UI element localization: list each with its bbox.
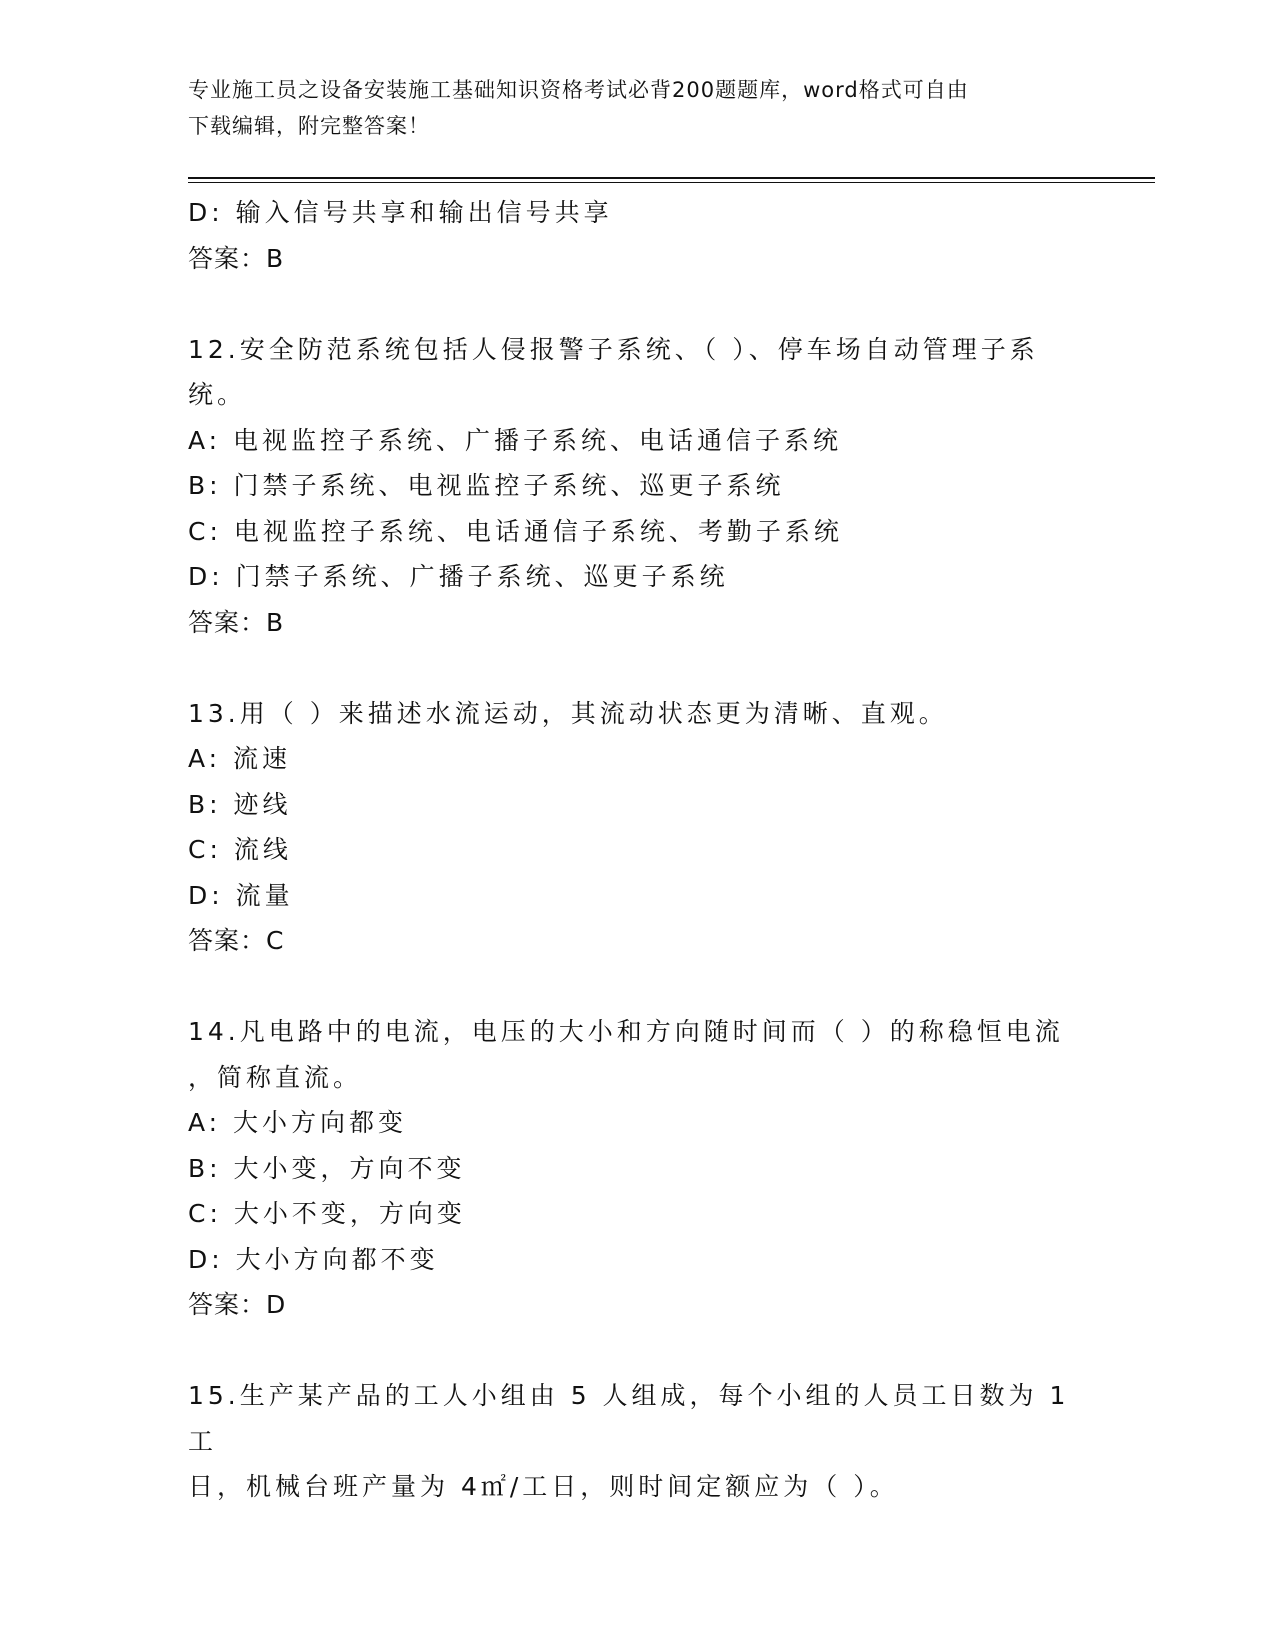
header-divider-thick	[188, 177, 1155, 179]
question-stem-continued: 统。	[188, 380, 247, 409]
option-a: A: 电视监控子系统、广播子系统、电话通信子系统	[188, 425, 843, 455]
option-a: A: 流速	[188, 744, 292, 773]
option-d: D: 流量	[188, 880, 294, 910]
question-list	[188, 190, 1082, 1510]
option-c: C: 电视监控子系统、电话通信子系统、考勤子系统	[188, 516, 843, 546]
option-b: B: 大小变，方向不变	[188, 1153, 466, 1183]
header-divider-thin	[188, 182, 1155, 183]
spacer	[188, 281, 1078, 327]
question-stem: 13.用（ ）来描述水流运动，其流动状态更为清晰、直观。	[188, 698, 948, 728]
answer: 答案：B	[188, 607, 285, 637]
option-b: B: 迹线	[188, 789, 292, 819]
spacer	[188, 964, 1078, 1010]
question-11	[188, 190, 1078, 281]
option-a: A: 大小方向都变	[188, 1108, 408, 1137]
header-line-2: 下载编辑，附完整答案！	[188, 114, 430, 138]
question-stem-continued: 日，机械台班产量为 4㎡/工日，则时间定额应为（ ）。	[188, 1472, 899, 1501]
question-15	[188, 1373, 1082, 1510]
question-14	[188, 1009, 1078, 1328]
option-d: D: 输入信号共享和输出信号共享	[188, 198, 613, 227]
option-c: C: 流线	[188, 835, 292, 864]
question-12	[188, 327, 1078, 646]
answer: 答案：D	[188, 1290, 287, 1319]
question-stem: 15.生产某产品的工人小组由 5 人组成，每个小组的人员工日数为 1 工	[188, 1381, 1082, 1456]
question-stem-continued: ，简称直流。	[188, 1062, 363, 1092]
page-header	[188, 72, 1068, 144]
answer: 答案：C	[188, 926, 285, 955]
spacer	[188, 1328, 1078, 1374]
option-b: B: 门禁子系统、电视监控子系统、巡更子系统	[188, 471, 785, 500]
question-13	[188, 691, 1078, 964]
answer: 答案：B	[188, 243, 285, 273]
spacer	[188, 645, 1078, 691]
header-line-1: 专业施工员之设备安装施工基础知识资格考试必背200题题库，word格式可自由	[188, 78, 969, 102]
option-c: C: 大小不变，方向变	[188, 1199, 466, 1228]
question-stem: 14.凡电路中的电流，电压的大小和方向随时间而（ ）的称稳恒电流	[188, 1017, 1064, 1046]
question-stem: 12.安全防范系统包括人侵报警子系统、（ ）、停车场自动管理子系	[188, 334, 1039, 364]
option-d: D: 大小方向都不变	[188, 1244, 439, 1274]
option-d: D: 门禁子系统、广播子系统、巡更子系统	[188, 562, 729, 591]
